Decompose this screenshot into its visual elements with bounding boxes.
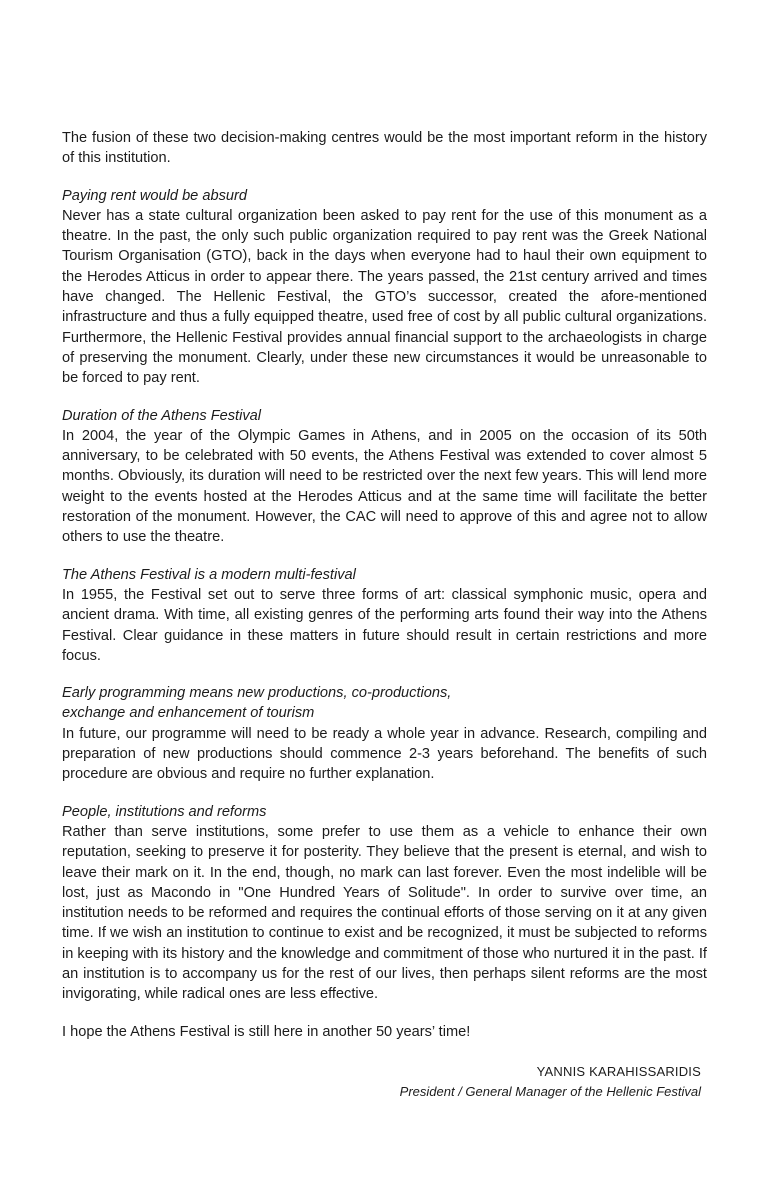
section-body: In 2004, the year of the Olympic Games in Athens, and in 2005 on the occasion of its 50th anniversary, to be celebrated with 50 events, the Athens Festival was extended to cover almost 5 months. Obviously, its duration will need to be restricted over the next few years. This will lend more weight to the events hosted at the Herodes Atticus and at the same time will facilitate the better restoration of the monument. However, the CAC will need to approve of this and agree not to allow others to use the theatre. [62, 427, 707, 546]
article-body [62, 128, 707, 1042]
section-body: In 1955, the Festival set out to serve three forms of art: classical symphonic music, opera and ancient drama. With time, all existing genres of the performing arts found their way into the Athens Festival. Clear guidance in these matters in future should result in certain restrictions and more focus. [62, 586, 707, 664]
signature-block [400, 1062, 701, 1103]
section-heading: Duration of the Athens Festival [62, 407, 262, 424]
section-heading: Paying rent would be absurd [62, 187, 247, 204]
section-duration [62, 406, 707, 548]
section-early-programming [62, 683, 707, 784]
section-body: Never has a state cultural organization been asked to pay rent for the use of this monument as a theatre. In the past, the only such public organization required to pay rent was the Greek National Tourism Organisation (GTO), back in the days when everyone had to haul their own equipment to the Herodes Atticus in order to appear there. The years passed, the 21st century arrived and times have changed. The Hellenic Festival, the GTO’s successor, created the afore-mentioned infrastructure and thus a fully equipped theatre, used free of cost by all public cultural organizations. Furthermore, the Hellenic Festival provides annual financial support to the archaeologists in charge of preserving the monument. Clearly, under these new circumstances it would be unreasonable to be forced to pay rent. [62, 207, 707, 387]
section-body: Rather than serve institutions, some prefer to use them as a vehicle to enhance their own reputation, seeking to preserve it for posterity. They believe that the present is eternal, and wish to leave their mark on it. In the end, though, no mark can last forever. Even the most indelible will be lost, just as Macondo in "One Hundred Years of Solitude". In order to survive over time, an institution needs to be reformed and requires the continual efforts of those serving on it at any given time. If we wish an institution to continue to exist and be recognized, it must be subjected to reforms in keeping with its history and the knowledge and commitment of those who nurtured it in the past. If an institution is to accompany us for the rest of our lives, then perhaps silent reforms are the most invigorating, while radical ones are less effective. [62, 823, 707, 1003]
section-heading: Early programming means new productions, co-productions, [62, 685, 452, 702]
author-title: President / General Manager of the Hellenic Festival [399, 1084, 701, 1100]
section-multi-festival [62, 565, 707, 666]
closing-line: I hope the Athens Festival is still here in another 50 years’ time! [62, 1023, 471, 1040]
intro-paragraph: The fusion of these two decision-making centres would be the most important reform in the history of this institution. [62, 130, 707, 167]
section-paying-rent [62, 186, 707, 389]
author-name: YANNIS KARAHISSARIDIS [536, 1064, 701, 1079]
section-reforms [62, 802, 707, 1005]
section-heading: People, institutions and reforms [62, 803, 267, 820]
section-body: In future, our programme will need to be ready a whole year in advance. Research, compiling and preparation of new productions should commence 2-3 years beforehand. The benefits of such procedure are obvious and require no further explanation. [62, 725, 707, 783]
section-heading-line-2: exchange and enhancement of tourism [62, 705, 315, 722]
section-heading: The Athens Festival is a modern multi-festival [62, 566, 356, 583]
